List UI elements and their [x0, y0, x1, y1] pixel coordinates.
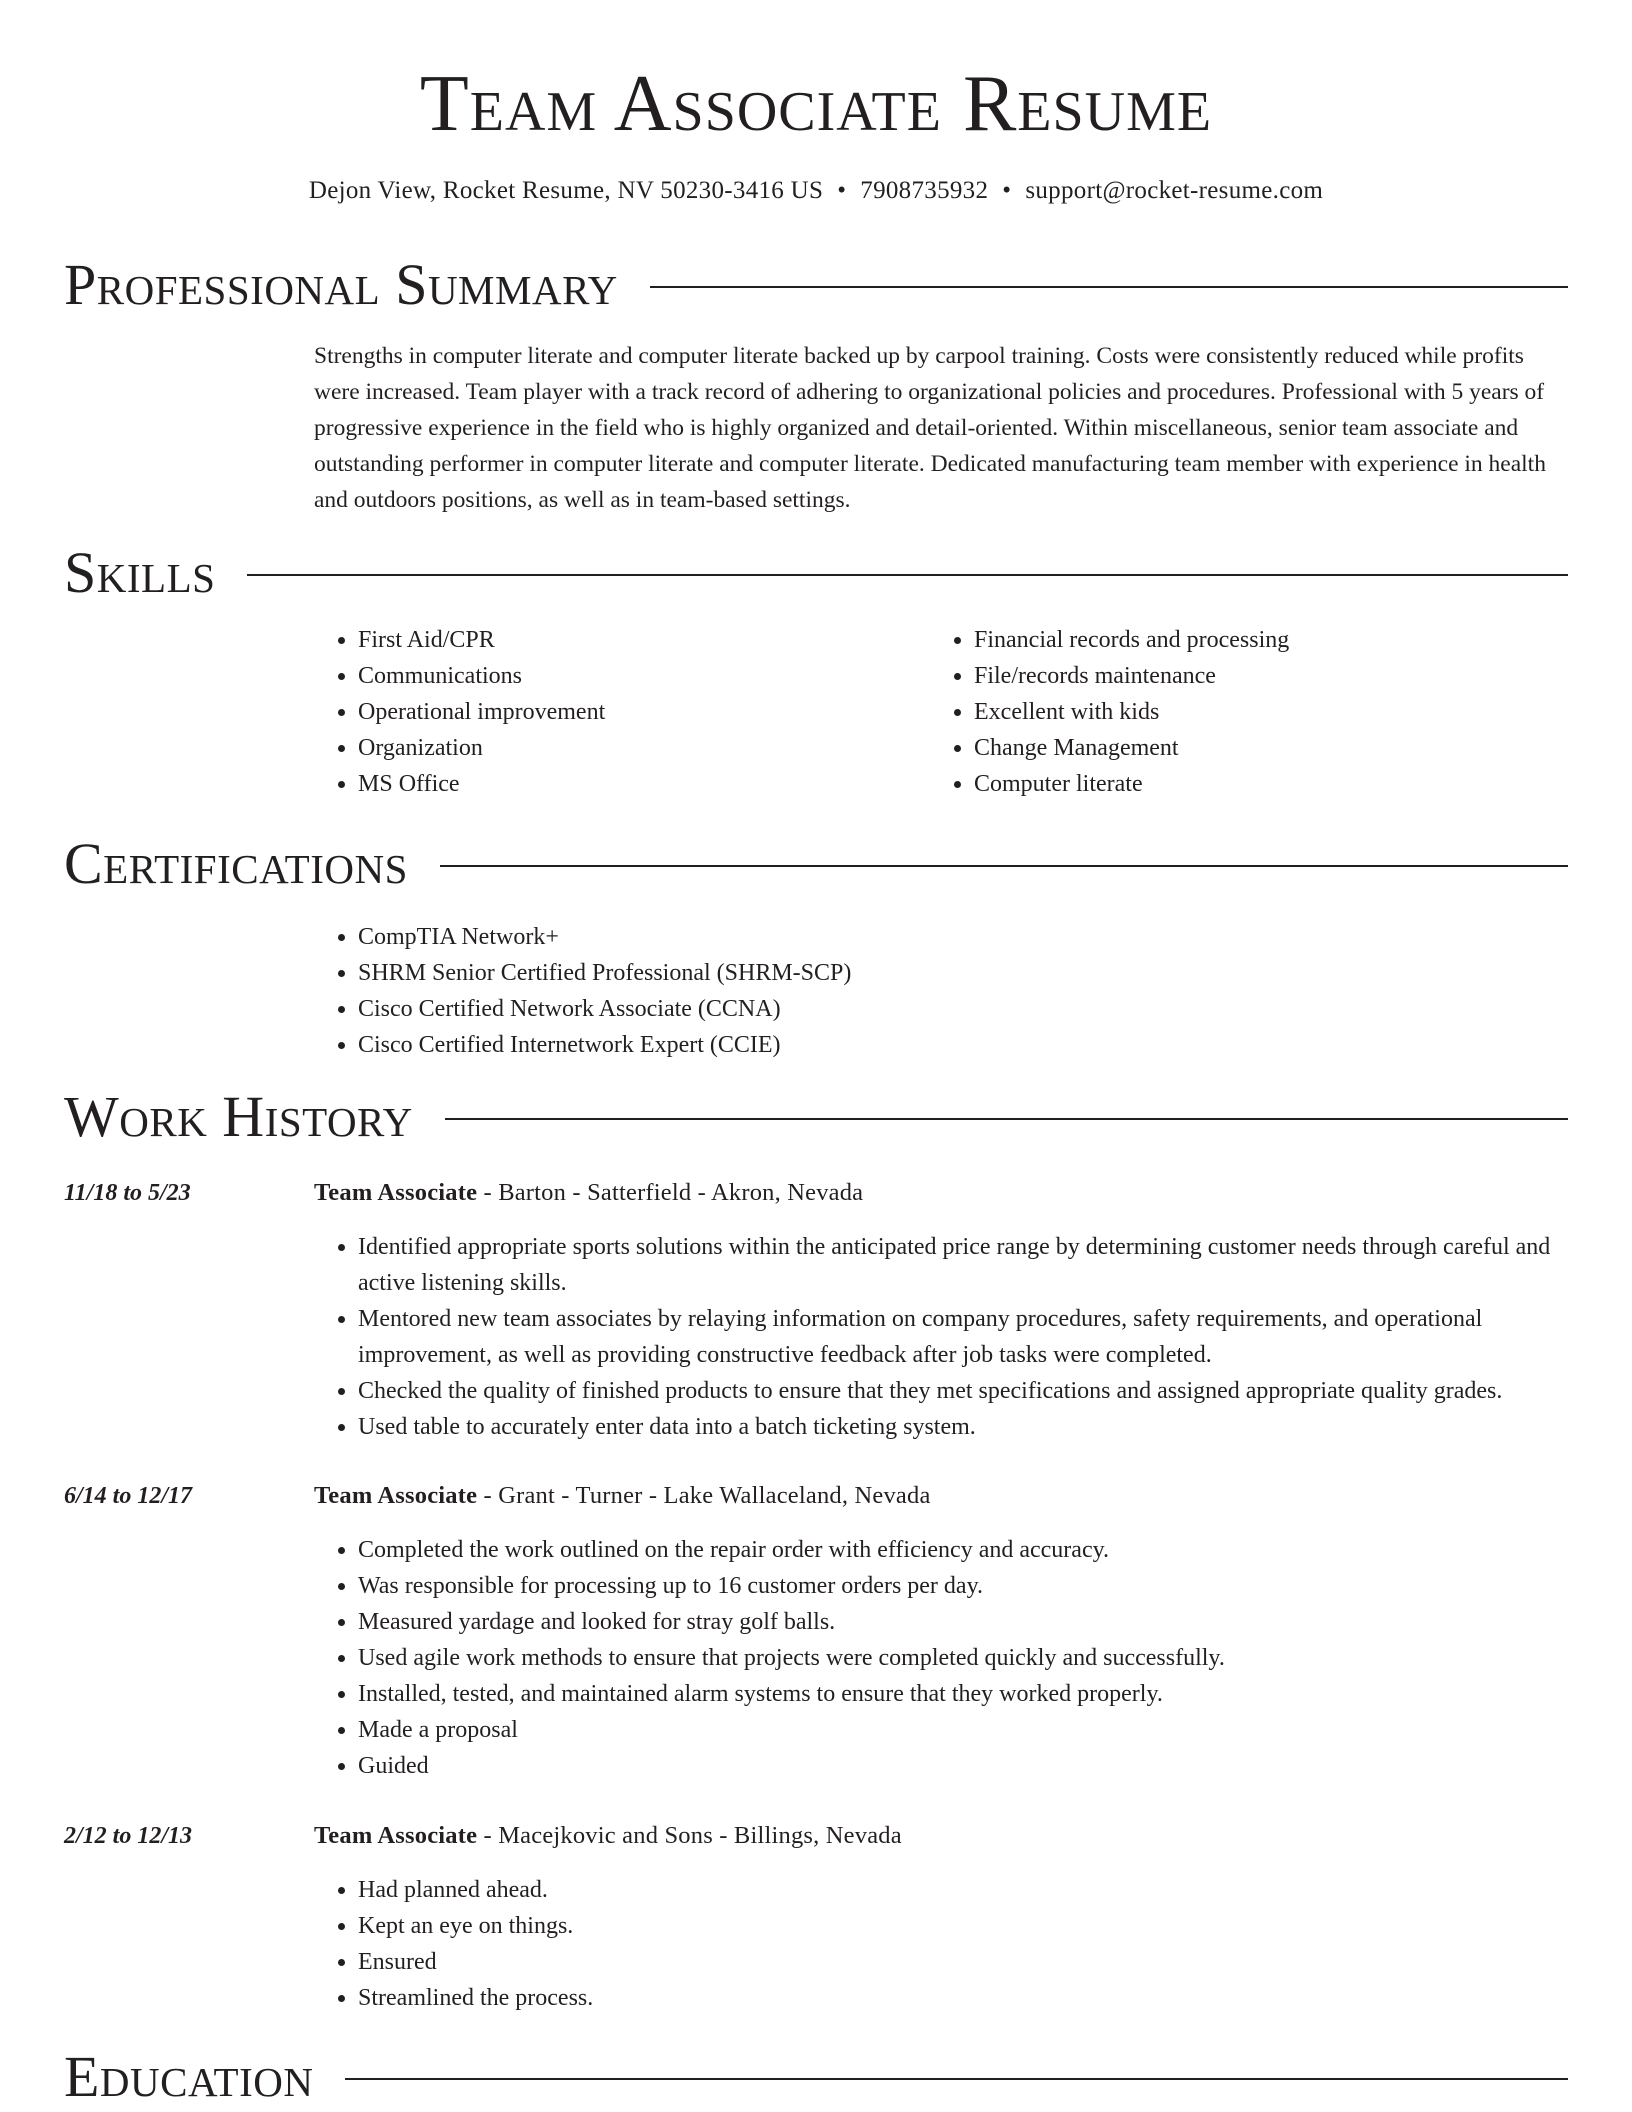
job-heading	[314, 1478, 931, 1514]
job-bullets	[314, 1229, 1608, 1445]
section-divider	[247, 574, 1568, 576]
job-bullet: • Checked the quality of finished products to ensure that they met specifications and assigned appropriate quality grades.	[358, 1373, 1608, 1409]
job-employer-location: - Grant - Turner - Lake Wallaceland, Nevada	[477, 1482, 931, 1509]
job-title: Team Associate	[314, 1482, 478, 1509]
contact-separator: •	[1002, 177, 1012, 204]
certification-item: • Cisco Certified Network Associate (CCNA)	[358, 991, 1608, 1027]
section-divider	[650, 286, 1568, 288]
certifications-section-header	[64, 832, 1568, 896]
job-heading	[314, 1818, 902, 1854]
job-title: Team Associate	[314, 1179, 478, 1206]
skill-item: • File/records maintenance	[974, 658, 1604, 694]
job-bullet: • Used agile work methods to ensure that projects were completed quickly and successfully.	[358, 1640, 1608, 1676]
certification-item: • CompTIA Network+	[358, 919, 1608, 955]
section-divider	[440, 865, 1568, 867]
skills-list-left	[314, 622, 918, 802]
job-bullet: • Identified appropriate sports solutions within the anticipated price range by determining customer needs through careful and active listening skills.	[358, 1229, 1608, 1301]
skill-item: • Change Management	[974, 730, 1604, 766]
contact-email: support@rocket-resume.com	[1025, 177, 1324, 204]
section-divider	[345, 2078, 1568, 2080]
contact-phone: 7908735932	[860, 177, 989, 204]
skill-item: • MS Office	[358, 766, 918, 802]
job-bullet: • Measured yardage and looked for stray golf balls.	[358, 1604, 1608, 1640]
job-bullet: • Guided	[358, 1748, 1608, 1784]
job-bullet: • Had planned ahead.	[358, 1872, 1608, 1908]
job-bullets	[314, 1532, 1608, 1784]
job-bullet: • Kept an eye on things.	[358, 1908, 1608, 1944]
contact-address: Dejon View, Rocket Resume, NV 50230-3416 US	[308, 177, 824, 204]
job-dates: 2/12 to 12/13	[64, 1823, 193, 1849]
contact-line	[0, 174, 1632, 208]
job-bullet: • Ensured	[358, 1944, 1608, 1980]
section-title-certifications: Certifications	[64, 831, 408, 896]
job-bullet: • Was responsible for processing up to 16 customer orders per day.	[358, 1568, 1608, 1604]
skill-item: • Communications	[358, 658, 918, 694]
job-bullet: • Installed, tested, and maintained alarm systems to ensure that they worked properly.	[358, 1676, 1608, 1712]
work-history-section-header	[64, 1085, 1568, 1149]
skill-item: • Organization	[358, 730, 918, 766]
job-dates: 11/18 to 5/23	[64, 1180, 191, 1206]
job-bullets	[314, 1872, 1608, 2016]
skill-item: • Financial records and processing	[974, 622, 1604, 658]
job-bullet: • Streamlined the process.	[358, 1980, 1608, 2016]
skill-item: • Operational improvement	[358, 694, 918, 730]
job-bullet: • Used table to accurately enter data into a batch ticketing system.	[358, 1409, 1608, 1445]
certification-item: • SHRM Senior Certified Professional (SHRM-SCP)	[358, 955, 1608, 991]
certifications-list	[314, 919, 1608, 1063]
skill-item: • First Aid/CPR	[358, 622, 918, 658]
summary-paragraph: Strengths in computer literate and computer literate backed up by carpool training. Costs were consistently reduced while profits were increased. Team player with a track record of adhering to organizational policies and procedures. Professional with 5 years of progressive experience in the field who is highly organized and detail-oriented. Within miscellaneous, senior team associate and outstanding performer in computer literate and computer literate. Dedicated manufacturing team member with experience in health and outdoors positions, as well as in team-based settings.	[314, 343, 1546, 513]
job-title: Team Associate	[314, 1822, 478, 1849]
section-title-work-history: Work History	[64, 1084, 413, 1149]
education-section-header	[64, 2045, 1568, 2109]
resume-title: Team Associate Resume	[419, 60, 1213, 148]
certification-item: • Cisco Certified Internetwork Expert (CCIE)	[358, 1027, 1608, 1063]
job-bullet: • Made a proposal	[358, 1712, 1608, 1748]
skills-list-right	[930, 622, 1604, 802]
job-heading	[314, 1175, 863, 1211]
section-divider	[445, 1118, 1568, 1120]
job-bullet: • Mentored new team associates by relaying information on company procedures, safety requirements, and operational improvement, as well as providing constructive feedback after job tasks were completed.	[358, 1301, 1608, 1373]
skill-item: • Excellent with kids	[974, 694, 1604, 730]
section-title-summary: Professional Summary	[64, 252, 618, 317]
job-dates: 6/14 to 12/17	[64, 1483, 193, 1509]
contact-separator: •	[837, 177, 847, 204]
job-bullet: • Completed the work outlined on the repair order with efficiency and accuracy.	[358, 1532, 1608, 1568]
section-title-education: Education	[64, 2044, 314, 2109]
summary-section-header	[64, 253, 1568, 317]
section-title-skills: Skills	[64, 540, 216, 605]
skills-section-header	[64, 541, 1568, 605]
skill-item: • Computer literate	[974, 766, 1604, 802]
job-employer-location: - Macejkovic and Sons - Billings, Nevada	[477, 1822, 902, 1849]
job-employer-location: - Barton - Satterfield - Akron, Nevada	[477, 1179, 864, 1206]
